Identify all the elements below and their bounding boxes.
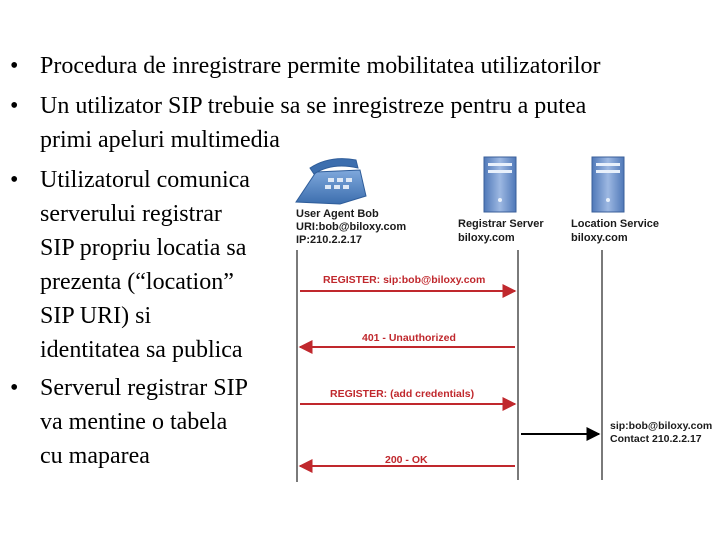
location-name: Location Service xyxy=(571,218,660,230)
registrar-domain: biloxy.com xyxy=(458,232,515,244)
location-server-icon xyxy=(592,157,624,212)
binding-uri: sip:bob@biloxy.com xyxy=(610,420,713,432)
bullet-4-line-1: Serverul registrar SIP xyxy=(40,375,248,401)
bullet-3-line-2: serverului registrar xyxy=(40,201,222,227)
bullet-marker: • xyxy=(10,53,19,79)
message-1-label: REGISTER: sip:bob@biloxy.com xyxy=(323,274,486,286)
bullet-marker: • xyxy=(10,167,19,193)
bullet-2-line-2: primi apeluri multimedia xyxy=(40,127,280,153)
message-2-label: 401 - Unauthorized xyxy=(362,332,456,344)
bullet-3-line-1: Utilizatorul comunica xyxy=(40,167,250,193)
registrar-server-icon xyxy=(484,157,516,212)
user-agent-name: User Agent Bob xyxy=(296,208,379,220)
bullet-marker: • xyxy=(10,375,19,401)
phone-icon xyxy=(296,159,366,204)
user-agent-ip: IP:210.2.2.17 xyxy=(296,234,363,246)
user-agent-uri: URI:bob@biloxy.com xyxy=(296,221,407,233)
bullet-1-line-1: Procedura de inregistrare permite mobilitatea utilizatorilor xyxy=(40,53,601,79)
bullet-3-line-4: prezenta (“location” xyxy=(40,269,234,295)
bullet-4-line-2: va mentine o tabela xyxy=(40,409,228,435)
message-4-label: 200 - OK xyxy=(385,454,428,466)
location-domain: biloxy.com xyxy=(571,232,628,244)
bullet-3-line-6: identitatea sa publica xyxy=(40,337,243,363)
message-3-label: REGISTER: (add credentials) xyxy=(330,388,475,400)
bullet-3-line-3: SIP propriu locatia sa xyxy=(40,235,247,261)
binding-contact: Contact 210.2.2.17 xyxy=(610,433,702,445)
bullet-3-line-5: SIP URI) si xyxy=(40,303,152,329)
bullet-4-line-3: cu maparea xyxy=(40,443,150,469)
bullet-2-line-1: Un utilizator SIP trebuie sa se inregistreze pentru a putea xyxy=(40,93,587,119)
registrar-name: Registrar Server xyxy=(458,218,544,230)
bullet-marker: • xyxy=(10,93,19,119)
